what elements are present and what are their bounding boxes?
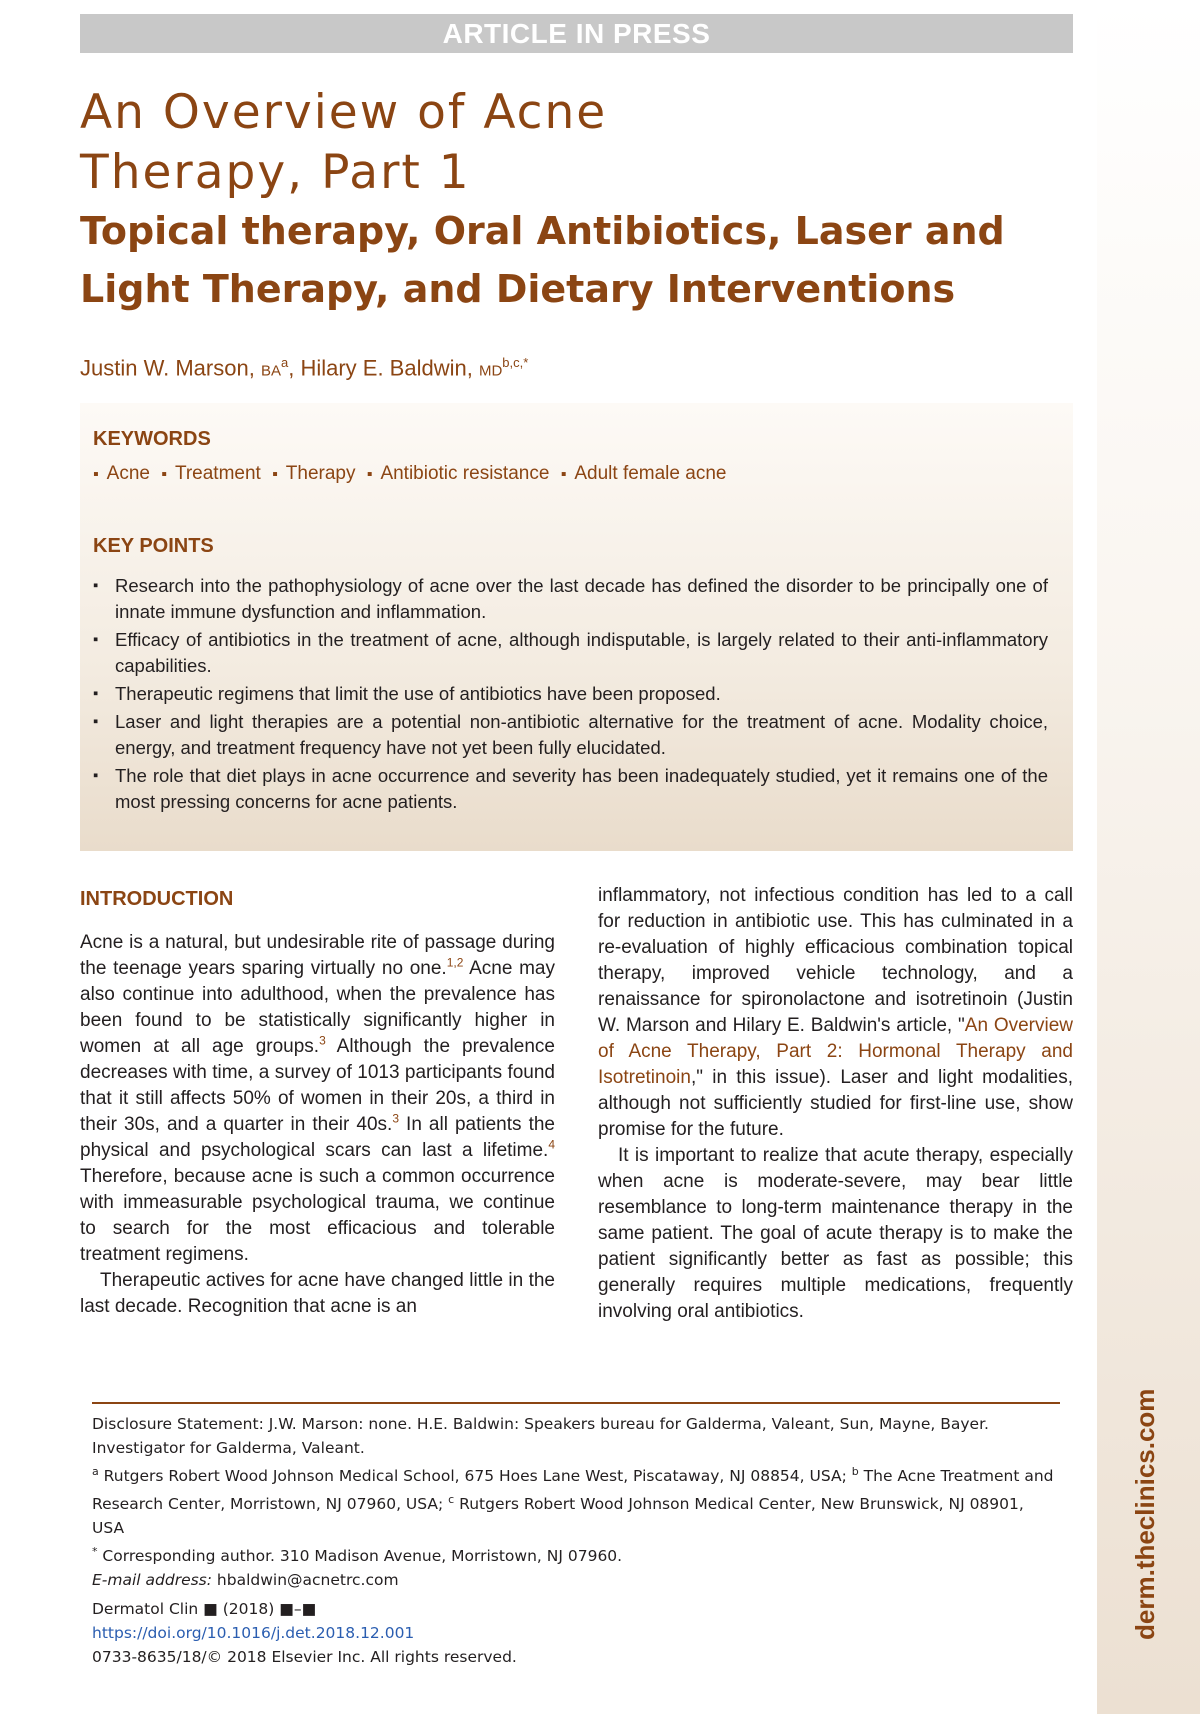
body-text: Although the prevalence decreases with time, a survey of 1013 participants found that it still affects 50% of women in their 20s, a third in their 30s, and a quarter in their 40s. xyxy=(80,1036,555,1135)
key-point-item: ▪ Efficacy of antibiotics in the treatment of acne, although indisputable, is largely related to their anti-inflammatory capabilities. xyxy=(93,627,1048,679)
author-line xyxy=(80,348,528,386)
email-label: E-mail address: xyxy=(92,1571,212,1590)
author-affiliation-marker: a xyxy=(280,355,289,370)
reference-marker[interactable]: 1,2 xyxy=(446,955,464,970)
article-subtitle: Topical therapy, Oral Antibiotics, Laser and Light Therapy, and Dietary Interventions xyxy=(80,209,1005,311)
affiliation-marker: b xyxy=(851,1465,859,1478)
reference-marker[interactable]: 4 xyxy=(548,1137,555,1152)
body-text: Acne may also continue into adulthood, when the prevalence has been found to be statistically significantly higher in women at all age groups. xyxy=(80,958,555,1057)
author-degree: BA xyxy=(260,362,281,380)
cross-reference-link[interactable]: An Overview of Acne Therapy, Part 2: Hormonal Therapy and Isotretinoin xyxy=(598,1015,1073,1088)
article-in-press-banner: ARTICLE IN PRESS xyxy=(80,14,1073,53)
keyword-item: ▪ Acne xyxy=(93,463,150,484)
keyword-item: ▪ Antibiotic resistance xyxy=(367,463,550,484)
key-point-item: ▪ Laser and light therapies are a potential non-antibiotic alternative for the treatment of acne. Modality choice, energy, and treatment frequency have not yet been fully elucidated. xyxy=(93,709,1048,761)
body-text: In all patients the physical and psychological scars can last a lifetime. xyxy=(80,1114,555,1161)
author-affiliation-marker: b,c,* xyxy=(502,355,529,370)
keyword-item: ▪ Therapy xyxy=(272,463,355,484)
corresponding-marker: * xyxy=(92,1545,98,1559)
email-line xyxy=(92,1568,1060,1592)
keyword-item: ▪ Treatment xyxy=(161,463,261,484)
reference-marker[interactable]: 3 xyxy=(319,1033,326,1048)
body-paragraph: Therapeutic actives for acne have changed little in the last decade. Recognition that acne is an xyxy=(80,1270,555,1317)
affiliation-marker: a xyxy=(92,1465,99,1478)
citation-block xyxy=(92,1597,692,1669)
body-text: inflammatory, not infectious condition has led to a call for reduction in antibiotic use. This has culminated in a re-evaluation of highly efficacious combination topical therapy, improved vehicle technology, and a renaissance for spironolactone and isotretinoin (Justin W. Marson and Hilary E. Baldwin's article, " xyxy=(598,885,1073,1036)
corresponding-author xyxy=(92,1540,1060,1568)
body-column-right xyxy=(598,883,1073,1325)
key-point-item: ▪ The role that diet plays in acne occurrence and severity has been inadequately studied, yet it remains one of the most pressing concerns for acne patients. xyxy=(93,763,1048,815)
body-paragraph: It is important to realize that acute therapy, especially when acne is moderate-severe, may bear little resemblance to long-term maintenance therapy in the same patient. The goal of acute therapy is to make the patient significantly better as fast as possible; this generally requires multiple medications, frequently involving oral antibiotics. xyxy=(598,1145,1073,1322)
reference-marker[interactable]: 3 xyxy=(392,1111,399,1126)
keywords-heading: KEYWORDS xyxy=(93,428,211,450)
author-name: Justin W. Marson, xyxy=(80,355,255,381)
disclosure-statement: Disclosure Statement: J.W. Marson: none. H.E. Baldwin: Speakers bureau for Galderma, Valeant, Sun, Mayne, Bayer. Investigator for Galderma, Valeant. xyxy=(92,1415,989,1457)
article-title: An Overview of Acne Therapy, Part 1 xyxy=(80,85,608,200)
copyright-line: 0733-8635/18/© 2018 Elsevier Inc. All rights reserved. xyxy=(92,1648,517,1666)
footnote-divider xyxy=(92,1402,1060,1404)
affiliation-text: Rutgers Robert Wood Johnson Medical School, 675 Hoes Lane West, Piscataway, NJ 08854, USA; xyxy=(98,1467,852,1486)
affiliations xyxy=(92,1460,1060,1540)
keyword-item: ▪ Adult female acne xyxy=(561,463,727,484)
body-paragraph xyxy=(80,930,555,1268)
corresponding-text: Corresponding author. 310 Madison Avenue, Morristown, NJ 07960. xyxy=(97,1547,623,1566)
body-text: ," in this issue). Laser and light modalities, although not sufficiently studied for first-line use, show promise for the future. xyxy=(598,1067,1073,1140)
key-points-heading: KEY POINTS xyxy=(93,535,214,557)
author-name: , Hilary E. Baldwin, xyxy=(288,355,473,381)
email-address[interactable]: hbaldwin@acnetrc.com xyxy=(211,1571,399,1590)
body-text: Therefore, because acne is such a common occurrence with immeasurable psychological trauma, we continue to search for the most efficacious and tolerable treatment regimens. xyxy=(80,1166,555,1265)
journal-url[interactable]: derm.theclinics.com xyxy=(1130,1388,1160,1640)
body-text: Acne is a natural, but undesirable rite of passage during the teenage years sparing virtually no one. xyxy=(80,932,555,979)
doi-link[interactable]: https://doi.org/10.1016/j.det.2018.12.001 xyxy=(92,1624,415,1642)
author-degree: MD xyxy=(478,362,503,380)
key-point-item: ▪ Therapeutic regimens that limit the use of antibiotics have been proposed. xyxy=(93,681,1048,707)
key-points-list xyxy=(93,573,1048,817)
affiliation-text: Rutgers Robert Wood Johnson Medical Center, New Brunswick, NJ 08901, USA xyxy=(92,1495,1024,1538)
introduction-heading: INTRODUCTION xyxy=(80,888,234,910)
keywords-list xyxy=(93,463,732,485)
affiliation-text: The Acne Treatment and Research Center, Morristown, NJ 07960, USA; xyxy=(92,1467,1054,1514)
key-point-item: ▪ Research into the pathophysiology of acne over the last decade has defined the disorder to be principally one of innate immune dysfunction and inflammation. xyxy=(93,573,1048,625)
body-column-left xyxy=(80,886,555,1320)
affiliation-marker: c xyxy=(448,1493,455,1507)
footnotes xyxy=(92,1412,1060,1592)
journal-citation: Dermatol Clin ■ (2018) ■–■ xyxy=(92,1600,317,1618)
body-paragraph xyxy=(598,883,1073,1143)
